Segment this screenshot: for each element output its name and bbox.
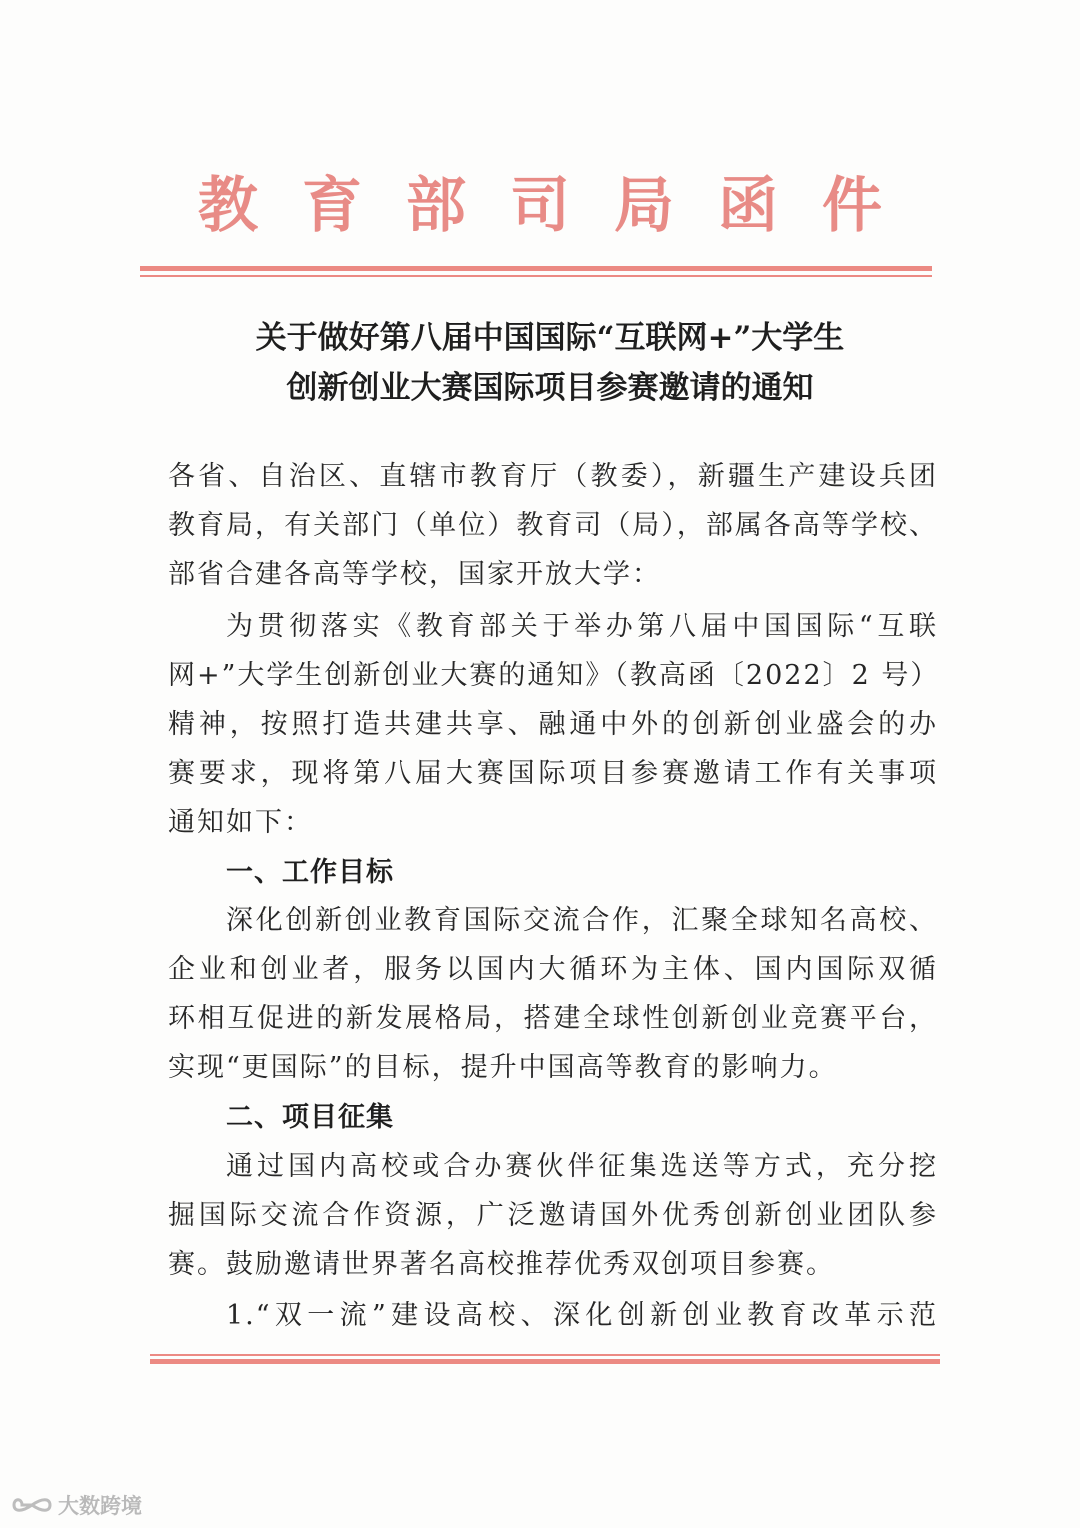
section-heading-collection: 二、项目征集 [226, 1102, 394, 1133]
salutation-line: 各省、自治区、直辖市教育厅（教委），新疆生产建设兵团 [168, 461, 938, 492]
watermark-text: 大数跨境 [58, 1494, 142, 1518]
section-heading-goals: 一、工作目标 [226, 857, 394, 888]
section2-line: 赛。鼓励邀请世界著名高校推荐优秀双创项目参赛。 [168, 1249, 835, 1280]
section1-line: 实现“更国际”的目标，提升中国高等教育的影响力。 [168, 1052, 838, 1083]
intro-line: 网+”大学生创新创业大赛的通知》（教高函〔2022〕2 号） [168, 660, 940, 691]
section1-line: 企业和创业者，服务以国内大循环为主体、国内国际双循 [168, 954, 938, 985]
letterhead-title: 教育部司局函件 [198, 171, 926, 241]
footer-rule-thick [150, 1359, 940, 1364]
intro-line: 为贯彻落实《教育部关于举办第八届中国国际“互联 [226, 611, 938, 642]
salutation-line: 教育局，有关部门（单位）教育司（局），部属各高等学校、 [168, 510, 938, 541]
section2-item-1: 1.“双一流”建设高校、深化创新创业教育改革示范 [226, 1300, 938, 1331]
document-title-line-1: 关于做好第八届中国国际“互联网+”大学生 [255, 320, 845, 356]
watermark [12, 1490, 142, 1520]
footer-rule-thin [150, 1354, 940, 1356]
intro-line: 赛要求，现将第八届大赛国际项目参赛邀请工作有关事项 [168, 758, 938, 789]
letterhead-rule-thin [140, 275, 932, 277]
intro-line: 通知如下： [168, 807, 313, 838]
section2-line: 通过国内高校或合办赛伙伴征集选送等方式，充分挖 [226, 1151, 938, 1182]
document-title-line-2: 创新创业大赛国际项目参赛邀请的通知 [286, 370, 814, 406]
section1-line: 环相互促进的新发展格局，搭建全球性创新创业竞赛平台， [168, 1003, 938, 1034]
salutation-line: 部省合建各高等学校，国家开放大学： [168, 559, 661, 590]
section1-line: 深化创新创业教育国际交流合作，汇聚全球知名高校、 [226, 905, 938, 936]
infinity-logo-icon [12, 1494, 52, 1516]
letterhead-rule-thick [140, 266, 932, 271]
section2-line: 掘国际交流合作资源，广泛邀请国外优秀创新创业团队参 [168, 1200, 938, 1231]
intro-line: 精神，按照打造共建共享、融通中外的创新创业盛会的办 [168, 709, 938, 740]
